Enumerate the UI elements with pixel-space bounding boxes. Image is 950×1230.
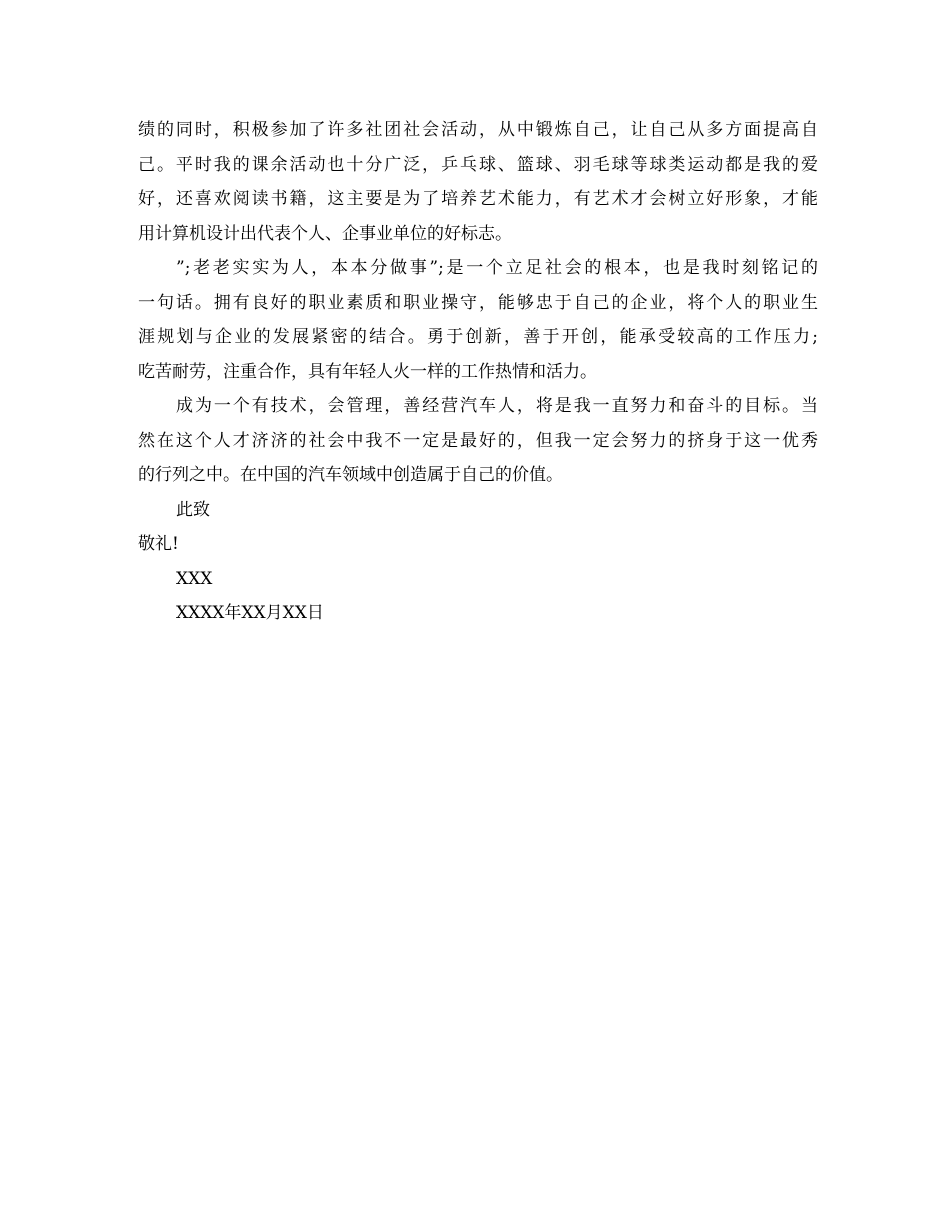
paragraph-2 (138, 251, 818, 389)
paragraph-1 (138, 113, 818, 251)
paragraph-line: 己。平时我的课余活动也十分广泛，乒乓球、篮球、羽毛球等球类运动都是我的爱 (138, 154, 818, 175)
paragraph-line: 用计算机设计出代表个人、企事业单位的好标志。 (138, 223, 512, 244)
paragraph-line: 然在这个人才济济的社会中我不一定是最好的，但我一定会努力的挤身于这一优秀 (138, 430, 818, 451)
paragraph-line: 吃苦耐劳，注重合作，具有年轻人火一样的工作热情和活力。 (138, 361, 597, 382)
paragraph-line: 成为一个有技术，会管理，善经营汽车人，将是我一直努力和奋斗的目标。当 (176, 396, 818, 416)
salutation-text: 敬礼! (138, 534, 179, 554)
closing-text: 此致 (176, 499, 210, 520)
paragraph-line: 绩的同时，积极参加了许多社团社会活动，从中锻炼自己，让自己从多方面提高自 (138, 120, 818, 140)
paragraph-line: 的行列之中。在中国的汽车领域中创造属于自己的价值。 (138, 465, 563, 485)
paragraph-line: 涯规划与企业的发展紧密的结合。勇于创新，善于开创，能承受较高的工作压力; (138, 327, 818, 347)
paragraph-3 (138, 389, 818, 493)
paragraph-line: ”;老老实实为人，本本分做事”;是一个立足社会的根本，也是我时刻铭记的 (176, 258, 818, 278)
paragraph-line: 好，还喜欢阅读书籍，这主要是为了培养艺术能力，有艺术才会树立好形象，才能 (138, 189, 818, 209)
signature-name: XXX (176, 568, 213, 589)
signature-date: XXXX年XX月XX日 (176, 603, 324, 623)
letter-body (138, 113, 818, 631)
paragraph-line: 一句话。拥有良好的职业素质和职业操守，能够忠于自己的企业，将个人的职业生 (138, 292, 818, 313)
